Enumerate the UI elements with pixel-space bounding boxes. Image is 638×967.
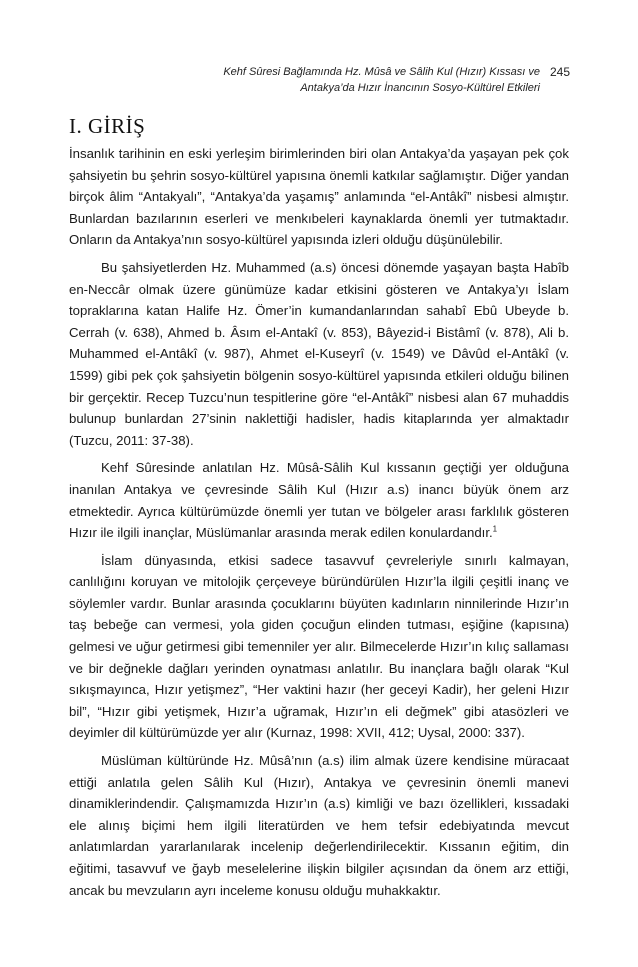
paragraph-3 — [69, 457, 569, 543]
running-header — [180, 64, 570, 96]
paragraph-5: Müslüman kültüründe Hz. Mûsâ’nın (a.s) ilim almak üzere kendisine müracaat ettiği anlatıla gelen Sâlih Kul (Hızır), Antakya ve çevresinin önemli manevi dinamiklerindendir. Çalışmamızda Hızır’ın (a.s) kimliği ve bazı özellikleri, kıssadaki ele alınış biçimi hem ilgili literatürden ve hem tefsir edebiyatında mevcut anlatımlardan yararlanılarak incelenip değerlendirilecektir. Kıssanın eğitim, din eğitimi, tasavvuf ve ğayb meselelerine ilişkin bilgiler açısından da önem arz ettiği, ancak bu mevzuların ayrı inceleme konusu olduğu muhakkaktır. — [69, 753, 569, 898]
running-header-title-line-2: Antakya’da Hızır İnancının Sosyo-Kültürel Etkileri — [300, 82, 540, 94]
running-header-title-line-1 — [180, 64, 570, 80]
body-text — [69, 143, 569, 907]
running-header-title-text-1: Kehf Sûresi Bağlamında Hz. Mûsâ ve Sâlih Kul (Hızır) Kıssası ve — [223, 66, 540, 78]
paragraph-1: İnsanlık tarihinin en eski yerleşim birimlerinden biri olan Antakya’da yaşayan pek çok şahsiyetin bu şehrin sosyo-kültürel yapısına önemli katkılar sağlamıştır. Diğer yandan birçok âlim “Antakyalı”, “Antakya’da yaşamış” anlamında “el-Antâkî” nisbesi almıştır. Bunlardan bazılarının eserleri ve menkıbeleri kaynaklarda önemli yer tutmaktadır. Onların da Antakya’nın sosyo-kültürel yapısında izleri olduğu düşünülebilir. — [69, 146, 569, 248]
paragraph-2: Bu şahsiyetlerden Hz. Muhammed (a.s) öncesi dönemde yaşayan başta Habîb en-Neccâr olmak üzere günümüze kadar etkisini gösteren ve Antakya’yı İslam topraklarına katan Halife Hz. Ömer’in kumandanlarından sahabî Ebû Ubeyde b. Cerrah (v. 638), Ahmed b. Âsım el-Antakî (v. 853), Bâyezid-i Bistâmî (v. 878), Ali b. Muhammed el-Antâkî (v. 987), Ahmet el-Kuseyrî (v. 1549) ve Dâvûd el-Antâkî (v. 1599) gibi pek çok şahsiyetin bölgenin sosyo-kültürel yapısında etkileri olduğu bilinen bir gerçektir. Recep Tuzcu’nun tespitlerine göre “el-Antâkî” nisbesi alan 67 muhaddis bulunup bunlardan 27’sinin naklettiği hadisler, hadis kitaplarında yer almaktadır (Tuzcu, 2011: 37-38). — [69, 259, 569, 448]
paragraph-4: İslam dünyasında, etkisi sadece tasavvuf çevreleriyle sınırlı kalmayan, canlılığını koruyan ve mitolojik çerçeveye büründürülen Hızır’la ilgili çeşitli inanç ve söylemler vardır. Bunlar arasında çocuklarını büyüten kadınların ninnilerinde Hızır’ın taş bebeğe can vermesi, yola giden çocuğun elinden tutması, eşiğine (kapısına) gelmesi ve uğur getirmesi gibi temenniler yer alır. Bilmecelerde Hızır’ın kılıç sallaması ve bir değnekle dağları yerinden oynatması anlatılır. Bu inançlara bağlı olarak “Kul sıkışmayınca, Hızır yetişmez”, “Her vaktini hazır (her geceyi Kadir), her geleni Hızır bil”, “Hızır gibi yetişmek, Hızır’a uğramak, Hızır’ın eli değmek” gibi atasözleri ve deyimler dil kültürümüzde yer alır (Kurnaz, 1998: XVII, 412; Uysal, 2000: 337). — [69, 552, 569, 741]
page-number: 245 — [549, 65, 570, 79]
footnote-reference-1[interactable]: 1 — [492, 524, 498, 534]
paragraph-3-text: Kehf Sûresinde anlatılan Hz. Mûsâ-Sâlih Kul kıssanın geçtiği yer olduğuna inanılan Antakya ve çevresinde Sâlih Kul (Hızır a.s) inancı büyük önem arz etmektedir. Ayrıca kültürümüzde önemli yer tutan ve bölgeler arası farklılık gösteren Hızır ile ilgili inançlar, Müslümanlar arasında merak edilen konulardandır. — [69, 460, 569, 541]
section-heading: I. GİRİŞ — [69, 114, 146, 138]
